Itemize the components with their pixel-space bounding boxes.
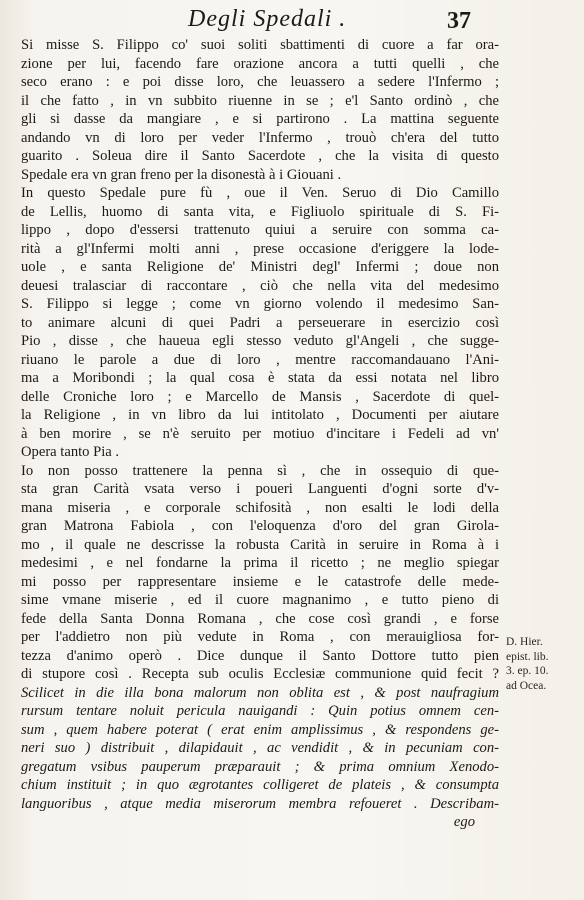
text-line-4: il che fatto , in vn subbito riuenne in se ; e'l Santo ordinò , che: [21, 92, 499, 109]
text-line-29: medesimi , e nel fondarne la prima il ricetto ; ne meglio spiegar: [21, 555, 499, 571]
text-line-12: rità a gl'Infermi molti anni , prese occasione d'eriggere la lode-: [21, 240, 499, 257]
text-line-17: Pio , disse , che haueua egli stesso veduto gl'Angeli , che sugge-: [21, 333, 499, 349]
text-line-37: rursum tentare noluit pericula nauigandi : Quin potius omnem cen-: [21, 703, 499, 719]
text-line-9: In questo Spedale pure fù , oue il Ven. Seruo di Dio Camillo: [21, 185, 499, 201]
catchword: ego: [453, 814, 475, 830]
text-line-14: deuesi tralasciar di raccontare , ciò che nella vita del medesimo: [21, 277, 499, 294]
text-line-3: seco erano : e poi disse loro, che leuassero a sedere l'Infermo ;: [21, 74, 499, 90]
text-line-33: per l'addietro non più vedute in Roma , con merauigliosa for-: [21, 629, 499, 645]
text-line-35: di stupore così . Recepta sub oculis Ecclesiæ communione quid fecit ?: [21, 666, 499, 682]
main-text: [21, 36, 499, 832]
text-line-7: guarito . Soleua dire il Santo Sacerdote , che la visita di questo: [21, 148, 499, 164]
text-line-16: to animare alcuni di quei Padri a perseuerare in esercizio così: [21, 314, 499, 331]
text-line-22: à ben morire , se n'è seruito per motiuo d'incitare i Fedeli ad vn': [21, 425, 499, 442]
marginal-note-line-3: 3. ep. 10.: [506, 665, 549, 677]
text-line-2: zione per lui, facendo fare orazione ancora a tutti quelli , che: [21, 55, 499, 72]
text-line-32: fede della Santa Donna Romana , che cose così grandi , e forse: [21, 610, 499, 627]
text-line-41: chium instituit ; in quo ægrotantes colligeret de plateis , & consumpta: [21, 777, 499, 793]
text-line-18: riuano le parole a due di loro , mentre raccomandauano l'Ani-: [21, 351, 499, 368]
text-line-11: lippo , dopo d'essersi trattenuto quiui a seruire con somma ca-: [21, 222, 499, 238]
text-line-28: mo , il quale ne descrisse la robusta Carità in seruire in Roma à i: [21, 536, 499, 553]
text-line-34: tezza d'animo operò . Dice dunque il Santo Dottore tutto pien: [21, 647, 499, 664]
text-line-26: mana miseria , e corporale schifosità , non esalti le lodi della: [21, 499, 499, 516]
text-line-42: languoribus , atque media miserorum membra refoueret . Describam-: [21, 795, 499, 812]
text-line-13: uole , e santa Religione de' Ministri degl' Infermi ; doue non: [21, 259, 499, 275]
text-line-38: sum , quem habere poterat ( erat enim amplissimus , & respondens ge-: [21, 721, 499, 738]
marginal-note-line-1: D. Hier.: [506, 636, 543, 648]
text-line-36: Scilicet in die illa bona malorum non oblita est , & post naufragium: [21, 684, 499, 701]
text-line-27: gran Matrona Fabiola , con l'eloquenza d'oro del gran Girola-: [21, 518, 499, 534]
page-number: 37: [447, 8, 471, 34]
marginal-note-line-4: ad Ocea.: [506, 679, 547, 692]
text-line-39: neri suo ) distribuit , dilapidauit , ac vendidit , & in pecuniam con-: [21, 740, 499, 756]
text-line-19: ma a Moribondi ; la qual cosa è stata da essi notata nel libro: [21, 370, 499, 386]
text-line-30: mi posso per rappresentare insieme e le catastrofe delle mede-: [21, 573, 499, 590]
text-line-31: sime vmane miserie , ed il cuore magnanimo , e tutto pieno di: [21, 592, 499, 608]
text-line-8: Spedale era vn gran freno per la disonestà à i Giouani .: [21, 166, 342, 183]
text-line-5: gli si dasse da mangiare , e si partirono . La mattina seguente: [21, 111, 499, 127]
text-line-10: de Lellis, huomo di santa vita, e Figliuolo spirituale di S. Fi-: [21, 203, 499, 220]
text-line-6: andando vn di loro per veder l'Infermo , trouò ch'era del tutto: [21, 129, 499, 146]
text-line-40: gregatum vsibus pauperum præparauit ; & prima omnium Xenodo-: [21, 758, 499, 775]
text-line-21: la Religione , in vn libro da lui intitolato , Documenti per aiutare: [21, 407, 499, 423]
text-line-15: S. Filippo si legge ; come vn giorno volendo il medesimo San-: [21, 296, 499, 312]
marginal-note: [506, 635, 580, 693]
marginal-note-line-2: epist. lib.: [506, 650, 549, 663]
text-line-1: Si misse S. Filippo co' suoi soliti sbattimenti di cuore a far ora-: [21, 37, 499, 53]
text-line-23: Opera tanto Pia .: [21, 444, 120, 460]
running-head: Degli Spedali .: [188, 6, 347, 32]
text-line-24: Io non posso trattenere la penna sì , che in ossequio di que-: [21, 462, 499, 479]
text-line-20: delle Croniche loro ; e Marcello de Mansis , Sacerdote di quel-: [21, 388, 499, 405]
text-line-25: sta gran Carità vsata verso i poueri Languenti d'ogni sorte d'v-: [21, 481, 499, 497]
